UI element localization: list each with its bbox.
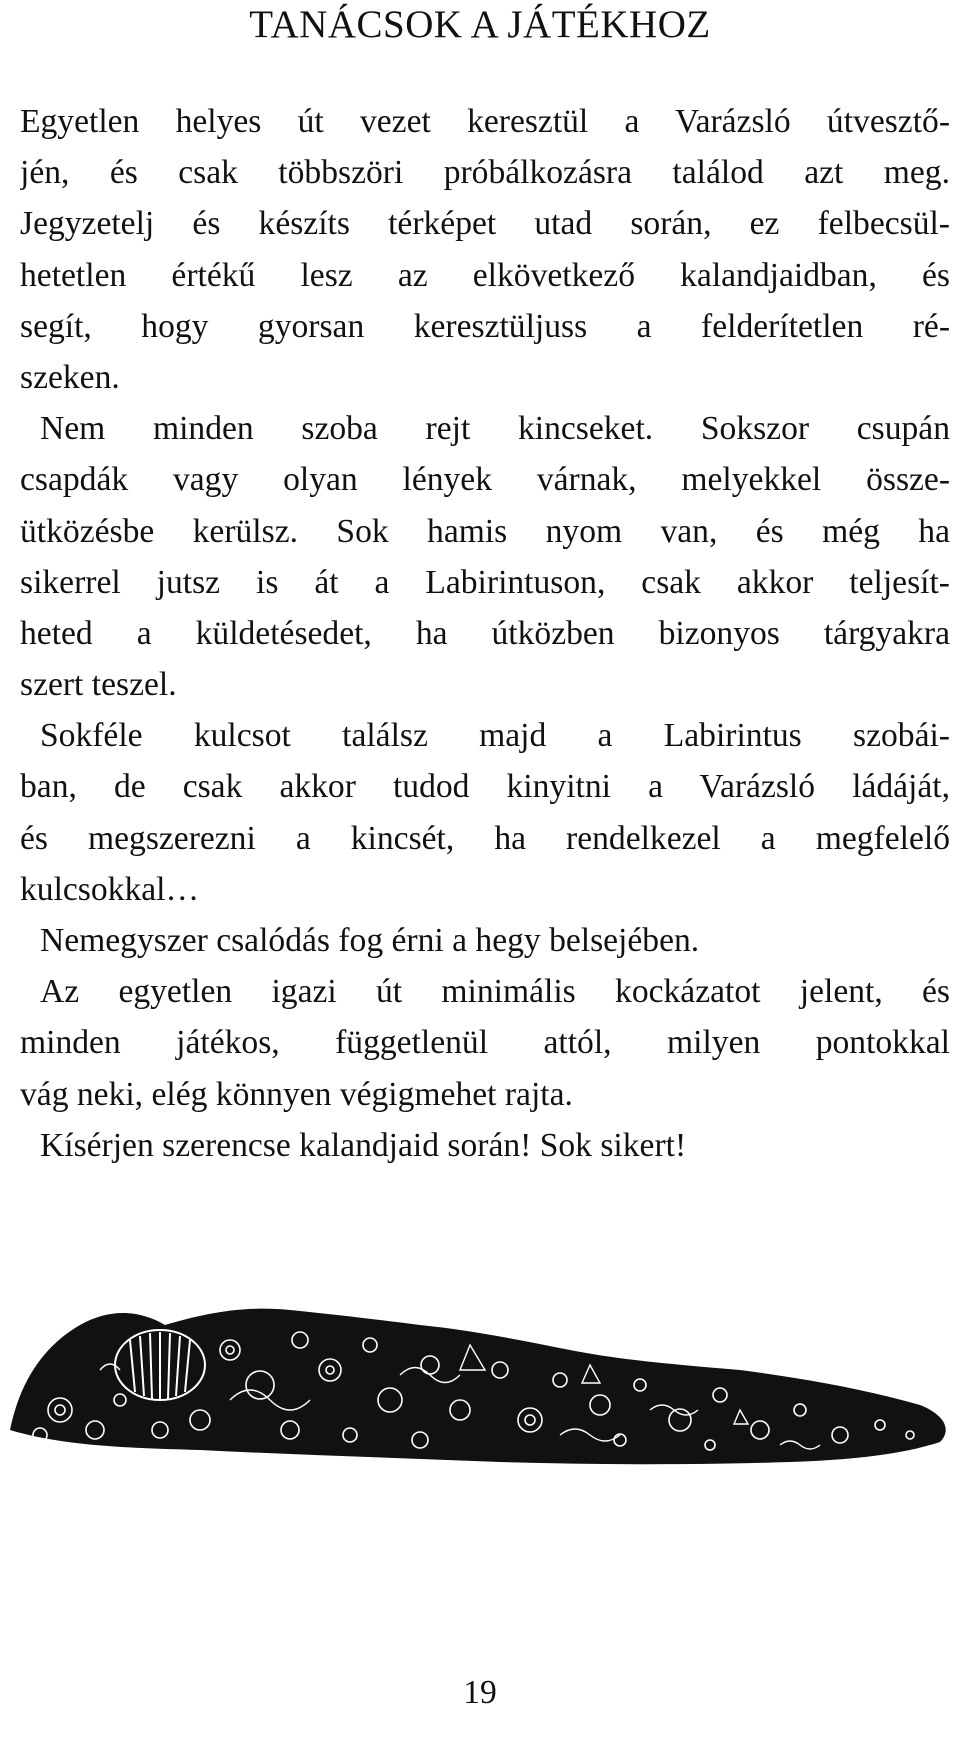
text-line: és megszerezni a kincsét, ha rendelkezel a megfelelő [20,819,950,857]
text-line: Az egyetlen igazi út minimális kockázatot jelent, és [40,973,950,1011]
text-line: kulcsokkal… [20,870,200,908]
text-line: szeken. [20,358,120,396]
chapter-title: TANÁCSOK A JÁTÉKHOZ [249,3,711,46]
text-line: Sokféle kulcsot találsz majd a Labirintus szobái- [40,717,950,755]
text-line: Egyetlen helyes út vezet keresztül a Varázsló útvesztő- [20,103,950,140]
text-line: sikerrel jutsz is át a Labirintuson, csak akkor teljesít- [20,563,950,601]
text-line: vág neki, elég könnyen végigmehet rajta. [20,1075,573,1113]
text-line: ban, de csak akkor tudod kinyitni a Varázsló ládáját, [20,768,950,806]
text-line: jén, és csak többszöri próbálkozásra találod azt meg. [20,154,950,192]
text-line: ütközésbe kerülsz. Sok hamis nyom van, és még ha [20,512,950,550]
text-line: Jegyzetelj és készíts térképet utad során, ez felbecsül- [20,205,950,243]
treasure-pile-illustration [0,1270,960,1490]
text-line: minden játékos, függetlenül attól, milyen pontokkal [20,1024,950,1062]
body-text [20,96,950,1171]
text-line: Nem minden szoba rejt kincseket. Sokszor csupán [40,410,950,448]
text-line: szert teszel. [20,666,177,704]
treasure-pile-silhouette [10,1309,946,1465]
text-line: csapdák vagy olyan lények várnak, melyekkel össze- [20,461,950,499]
page-number: 19 [463,1674,497,1711]
text-line: heted a küldetésedet, ha útközben bizonyos tárgyakra [20,614,950,652]
text-line: Kísérjen szerencse kalandjaid során! Sok sikert! [40,1126,687,1164]
text-line: segít, hogy gyorsan keresztüljuss a felderítetlen ré- [20,307,950,345]
text-line: Nemegyszer csalódás fog érni a hegy belsejében. [40,922,700,959]
text-line: hetetlen értékű lesz az elkövetkező kalandjaidban, és [20,256,950,294]
